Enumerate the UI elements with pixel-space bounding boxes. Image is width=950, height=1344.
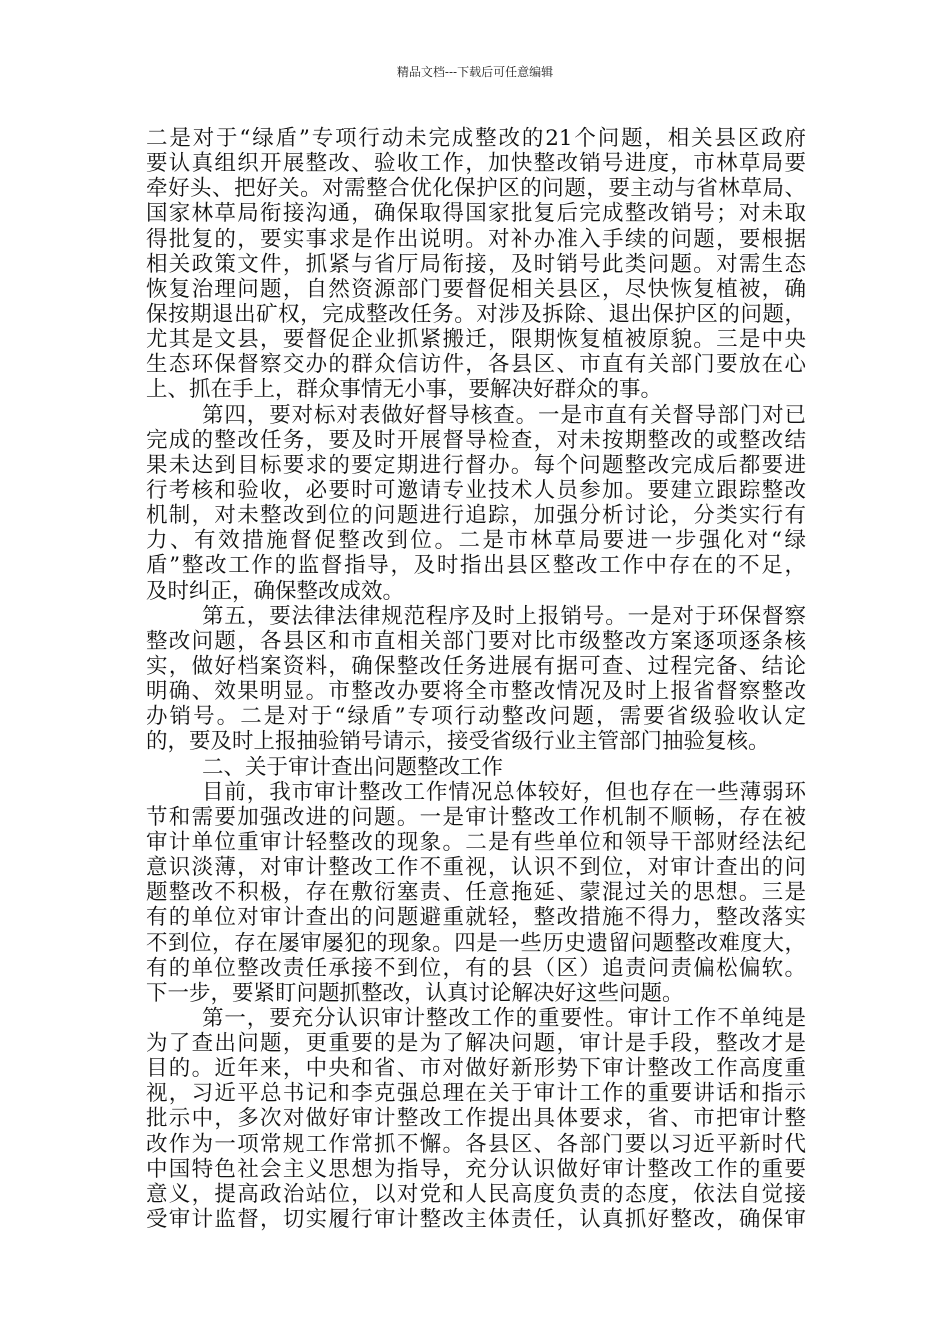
text-line: 的，要及时上报抽验销号请示，接受省级行业主管部门抽验复核。 [146, 729, 770, 755]
text-line: 力、有效措施督促整改到位。二是市林草局要进一步强化对“绿 [146, 528, 806, 554]
text-line: 机制，对未整改到位的问题进行追踪，加强分析讨论，分类实行有 [146, 503, 806, 529]
text-line: 中国特色社会主义思想为指导，充分认识做好审计整改工作的重要 [146, 1156, 806, 1182]
page-header: 精品文档---下载后可任意编辑 [396, 65, 554, 79]
text-line: 目的。近年来，中央和省、市对做好新形势下审计整改工作高度重 [146, 1056, 806, 1082]
text-line: 生态环保督察交办的群众信访件，各县区、市直有关部门要放在心 [146, 352, 806, 378]
text-line: 完成的整改任务，要及时开展督导检查，对未按期整改的或整改结 [146, 427, 806, 453]
text-line: 恢复治理问题，自然资源部门要督促相关县区，尽快恢复植被，确 [146, 276, 806, 302]
text-line: 上、抓在手上，群众事情无小事，要解决好群众的事。 [146, 377, 663, 403]
text-line: 节和需要加强改进的问题。一是审计整改工作机制不顺畅，存在被 [146, 804, 806, 830]
paragraph-start-line: 第四，要对标对表做好督导核查。一是市直有关督导部门对已 [202, 402, 806, 428]
text-line: 办销号。二是对于“绿盾”专项行动整改问题，需要省级验收认定 [146, 704, 806, 730]
text-line: 为了查出问题，更重要的是为了解决问题，审计是手段，整改才是 [146, 1031, 806, 1057]
text-line: 行考核和验收，必要时可邀请专业技术人员参加。要建立跟踪整改 [146, 477, 806, 503]
paragraph-start-line: 第一，要充分认识审计整改工作的重要性。审计工作不单纯是 [202, 1005, 806, 1031]
text-line: 相关政策文件，抓紧与省厅局衔接，及时销号此类问题。对需生态 [146, 251, 806, 277]
text-line: 尤其是文县，要督促企业抓紧搬迁，限期恢复植被原貌。三是中央 [146, 327, 806, 353]
text-line: 二是对于“绿盾”专项行动未完成整改的21个问题，相关县区政府 [146, 126, 806, 151]
text-line: 果未达到目标要求的要定期进行督办。每个问题整改完成后都要进 [146, 452, 806, 478]
text-line: 不到位，存在屡审屡犯的现象。四是一些历史遗留问题整改难度大， [146, 930, 806, 956]
section-heading: 二、关于审计查出问题整改工作 [202, 754, 504, 780]
text-line: 有的单位整改责任承接不到位，有的县（区）追责问责偏松偏软。 [146, 955, 806, 981]
paragraph-start-line: 第五，要法律法律规范程序及时上报销号。一是对于环保督察 [202, 603, 806, 629]
text-line: 实，做好档案资料，确保整改任务进展有据可查、过程完备、结论 [146, 653, 806, 679]
text-line: 明确、效果明显。市整改办要将全市整改情况及时上报省督察整改 [146, 679, 806, 705]
text-line: 意识淡薄，对审计整改工作不重视，认识不到位，对审计查出的问 [146, 855, 806, 881]
text-line: 牵好头、把好关。对需整合优化保护区的问题，要主动与省林草局、 [146, 176, 806, 202]
text-line: 国家林草局衔接沟通，确保取得国家批复后完成整改销号；对未取 [146, 201, 806, 227]
text-line: 要认真组织开展整改、验收工作，加快整改销号进度，市林草局要 [146, 151, 806, 177]
text-line: 保按期退出矿权，完成整改任务。对涉及拆除、退出保护区的问题， [146, 301, 806, 327]
text-line: 盾”整改工作的监督指导，及时指出县区整改工作中存在的不足， [146, 553, 806, 579]
text-line: 视，习近平总书记和李克强总理在关于审计工作的重要讲话和指示 [146, 1081, 806, 1107]
text-line: 受审计监督，切实履行审计整改主体责任，认真抓好整改，确保审 [146, 1207, 806, 1233]
text-line: 有的单位对审计查出的问题避重就轻，整改措施不得力，整改落实 [146, 905, 806, 931]
text-line: 意义，提高政治站位，以对党和人民高度负责的态度，依法自觉接 [146, 1181, 806, 1207]
text-line: 审计单位重审计轻整改的现象。二是有些单位和领导干部财经法纪 [146, 829, 806, 855]
text-line: 题整改不积极，存在敷衍塞责、任意拖延、蒙混过关的思想。三是 [146, 880, 806, 906]
paragraph-start-line: 目前，我市审计整改工作情况总体较好，但也存在一些薄弱环 [202, 779, 806, 805]
text-line: 整改问题，各县区和市直相关部门要对比市级整改方案逐项逐条核 [146, 628, 806, 654]
text-line: 及时纠正，确保整改成效。 [146, 578, 405, 604]
text-line: 得批复的，要实事求是作出说明。对补办准入手续的问题，要根据 [146, 226, 806, 252]
text-line: 下一步，要紧盯问题抓整改，认真讨论解决好这些问题。 [146, 980, 684, 1006]
text-line: 改作为一项常规工作常抓不懈。各县区、各部门要以习近平新时代 [146, 1131, 806, 1157]
text-line: 批示中，多次对做好审计整改工作提出具体要求，省、市把审计整 [146, 1106, 806, 1132]
document-body [146, 126, 806, 1232]
